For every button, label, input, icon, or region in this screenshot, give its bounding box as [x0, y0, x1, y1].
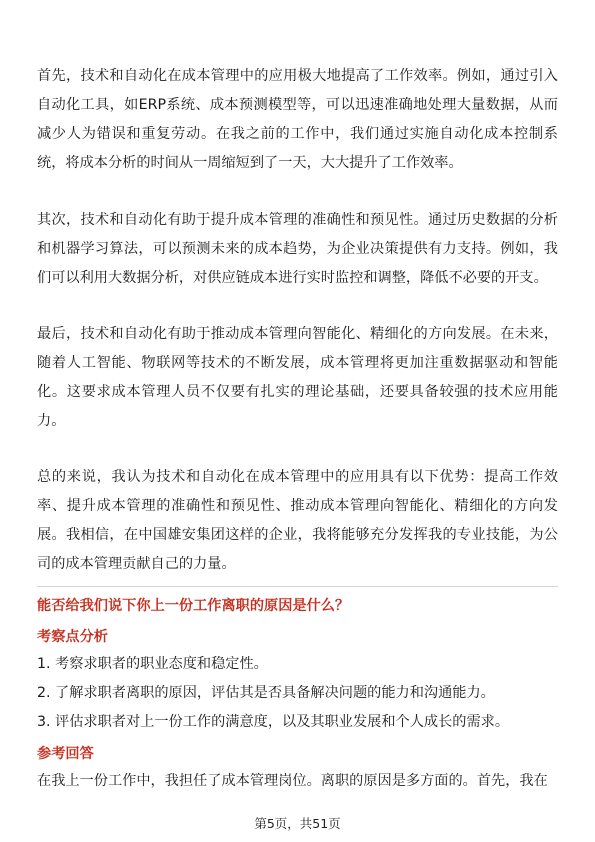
list-item: 2. 了解求职者离职的原因，评估其是否具备解决问题的能力和沟通能力。: [37, 685, 495, 701]
section-divider: [37, 586, 558, 587]
paragraph-summary: 总的来说，我认为技术和自动化在成本管理中的应用具有以下优势：提高工作效率、提升成本管理的准确性和预见性、推动成本管理向智能化、精细化的方向发展。我相信，在中国雄安集团这样的企业，我将能够充分发挥我的专业技能，为公司的成本管理贡献自己的力量。: [37, 469, 558, 572]
paragraph-accuracy: 其次，技术和自动化有助于提升成本管理的准确性和预见性。通过历史数据的分析和机器学习算法，可以预测未来的成本趋势，为企业决策提供有力支持。例如，我们可以利用大数据分析，对供应链成本进行实时监控和调整，降低不必要的开支。: [37, 212, 558, 286]
page-number: 第5页，共51页: [254, 816, 341, 831]
answer-heading: 参考回答: [37, 746, 94, 762]
paragraph-efficiency: 首先，技术和自动化在成本管理中的应用极大地提高了工作效率。例如，通过引入自动化工具，如ERP系统、成本预测模型等，可以迅速准确地处理大量数据，从而减少人为错误和重复劳动。在我之前的工作中，我们通过实施自动化成本控制系统，将成本分析的时间从一周缩短到了一天，大大提升了工作效率。: [37, 68, 558, 171]
analysis-heading: 考察点分析: [37, 629, 108, 645]
paragraph-intelligence: 最后，技术和自动化有助于推动成本管理向智能化、精细化的方向发展。在未来，随着人工智能、物联网等技术的不断发展，成本管理将更加注重数据驱动和智能化。这要求成本管理人员不仅要有扎实的理论基础，还要具备较强的技术应用能力。: [37, 326, 558, 429]
body-text: [37, 56, 558, 579]
analysis-list: [37, 650, 558, 737]
list-item: 1. 考察求职者的职业态度和稳定性。: [37, 656, 268, 672]
interview-question: 能否给我们说下你上一份工作离职的原因是什么？: [37, 598, 350, 614]
answer-text: 在我上一份工作中，我担任了成本管理岗位。离职的原因是多方面的。首先，我在: [37, 773, 548, 789]
list-item: 3. 评估求职者对上一份工作的满意度，以及其职业发展和个人成长的需求。: [37, 714, 510, 730]
